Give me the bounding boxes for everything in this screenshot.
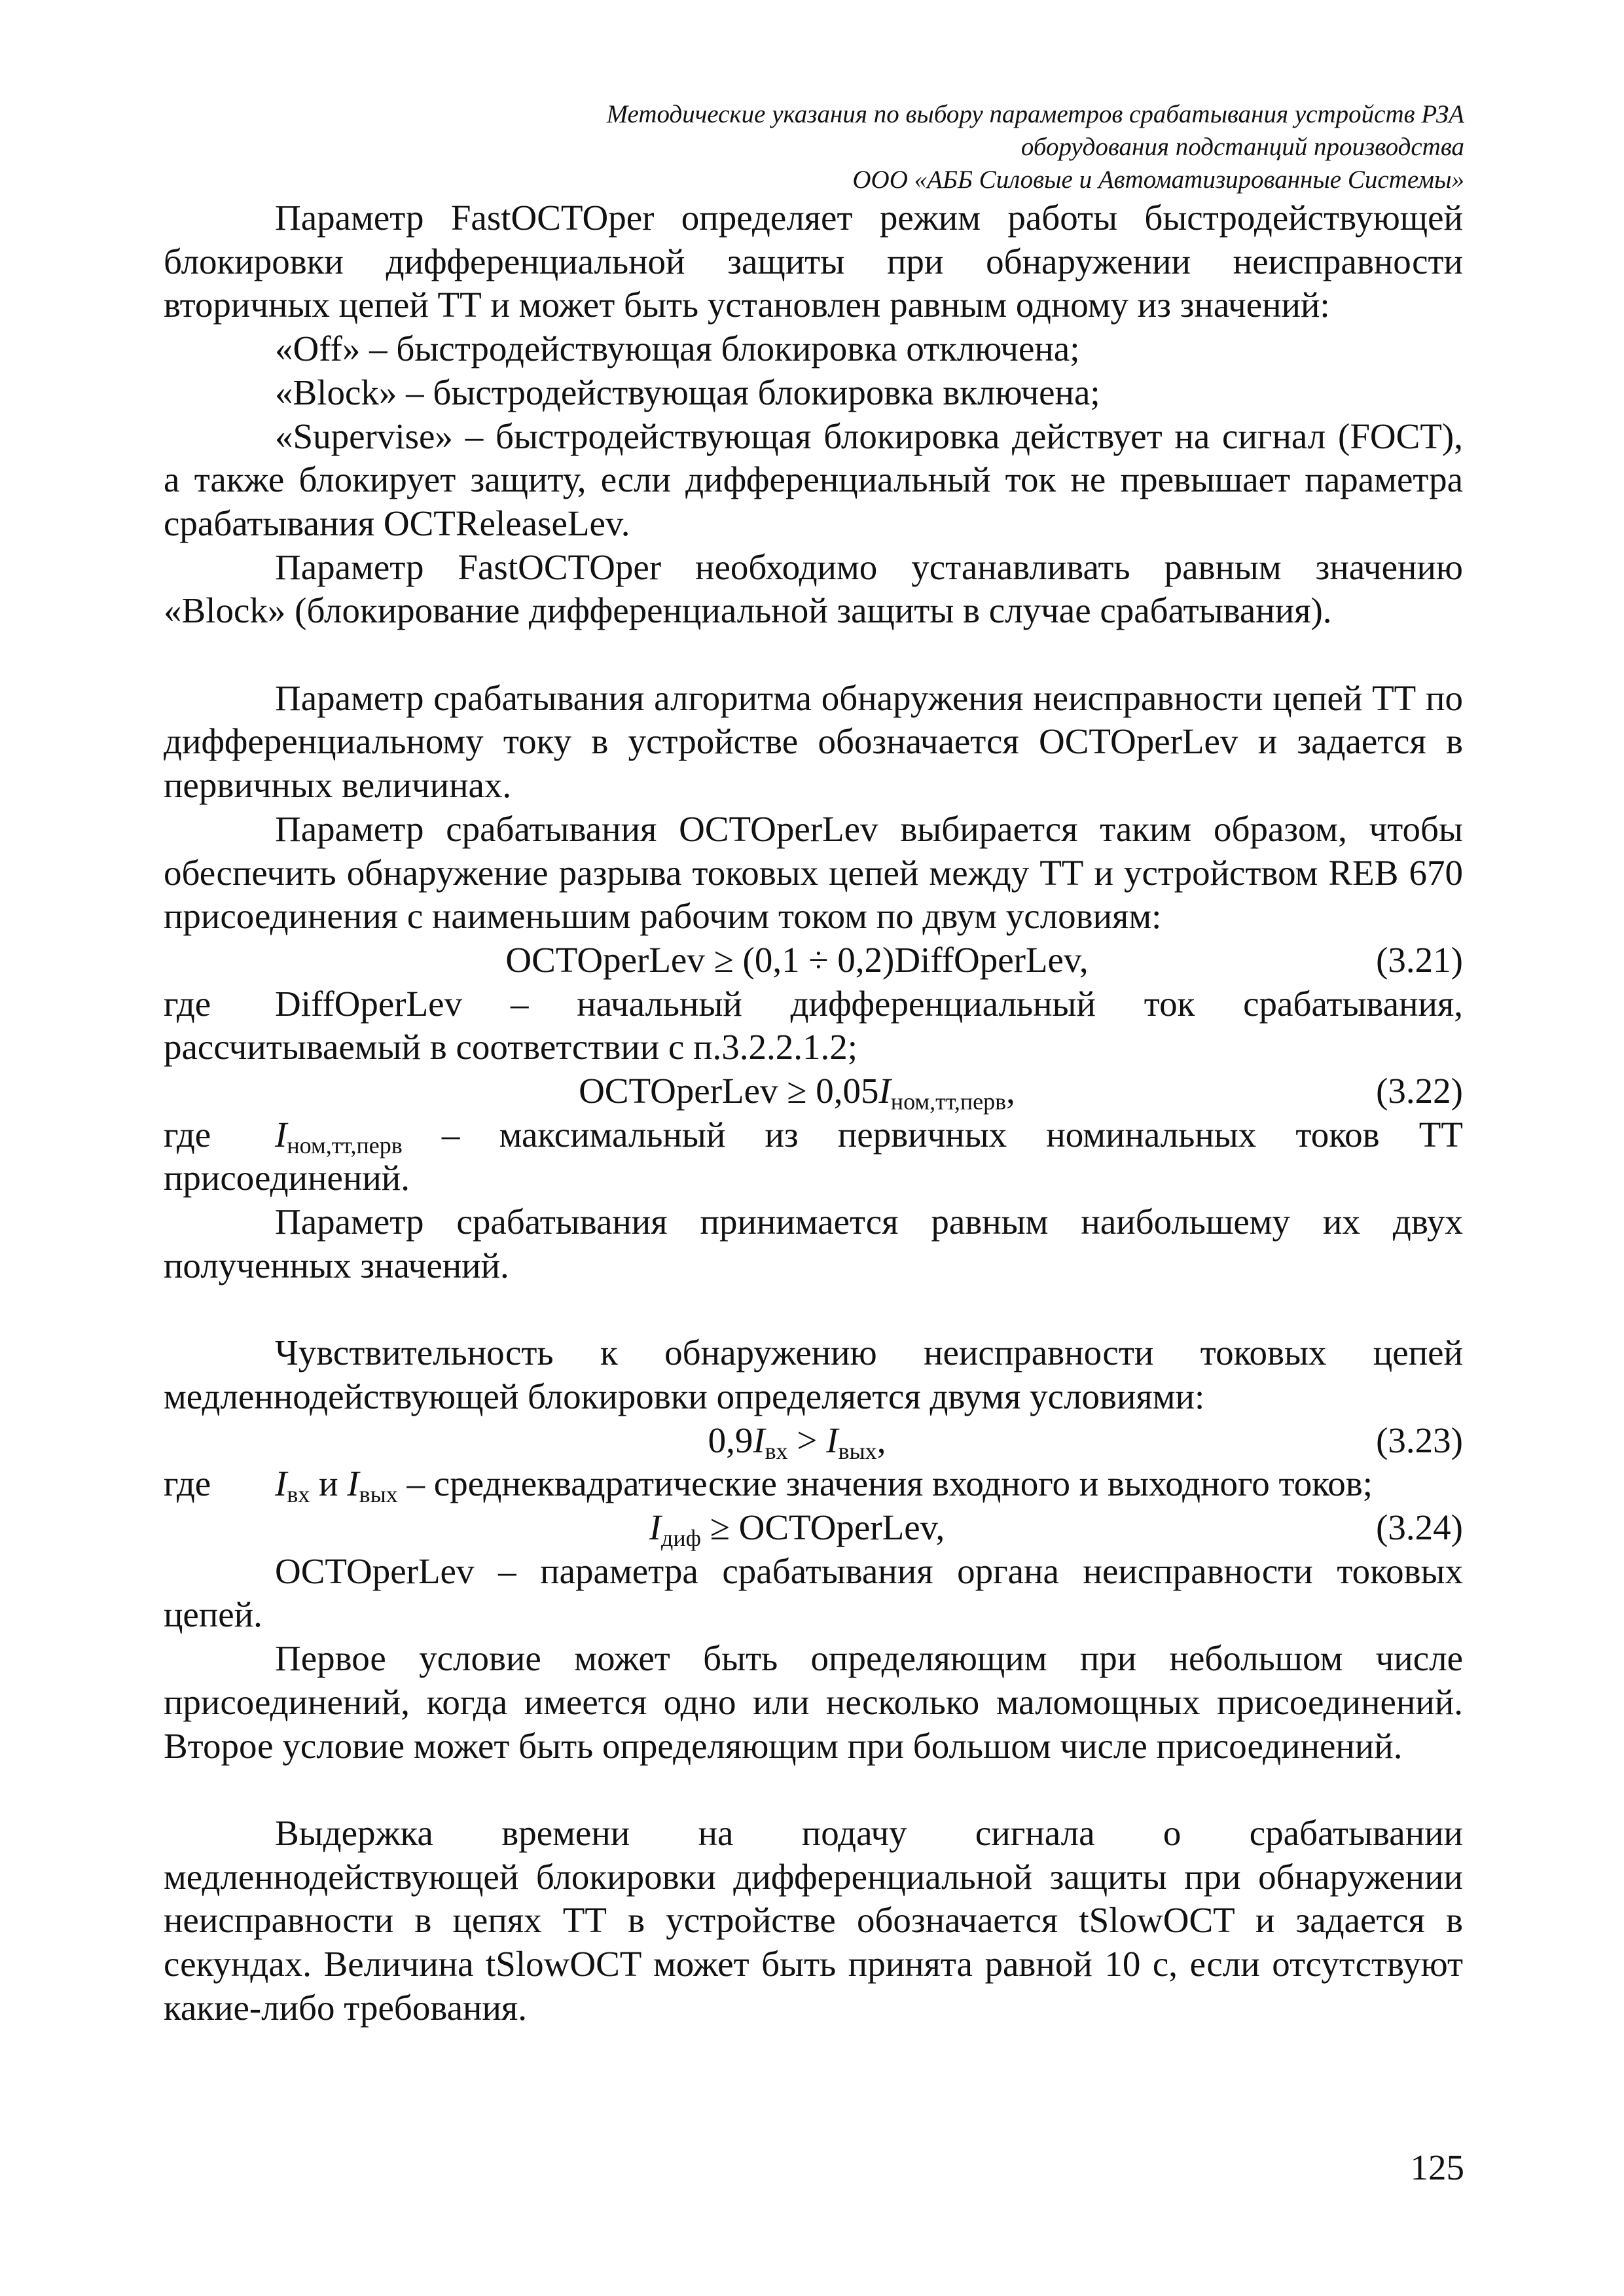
eq-subscript: вх	[765, 1437, 788, 1464]
where-1-continuation: рассчитываемый в соответствии с п.3.2.2.1.2;	[164, 1027, 858, 1067]
document-body	[164, 196, 1463, 2030]
eq-text: ,	[876, 1420, 886, 1460]
where-3-definition	[275, 1462, 1463, 1506]
equation-3-24	[164, 1506, 1463, 1550]
paragraph-fastoctoper-recommend: Параметр FastOCTOper необходимо устанавливать равным значению «Block» (блокирование дифференциальной защиты в случае срабатывания).	[164, 547, 1463, 631]
eq-subscript: вых	[838, 1437, 877, 1464]
eq-text: ≥ OCTOperLev,	[700, 1507, 945, 1548]
eq-text: OCTOperLev ≥ 0,05	[579, 1071, 879, 1111]
header-line-3: ООО «АББ Силовые и Автоматизированные Системы»	[852, 166, 1464, 194]
where-2-text: – максимальный из первичных номинальных токов ТТ	[402, 1114, 1463, 1155]
paragraph-tslowoct: Выдержка времени на подачу сигнала о срабатывании медленнодействующей блокировки дифференциальной защиты при обнаружении неисправности в цепях ТТ в устройстве обозначается tSlowOCT и задается в секундах. Величина tSlowOCT может быть принята равной 10 с, если отсутствуют какие-либо требования.	[164, 1812, 1463, 2028]
eq-variable: I	[347, 1463, 359, 1504]
paragraph-octoperlev-selection: Параметр срабатывания OCTOperLev выбирается таким образом, чтобы обеспечить обнаружение разрыва токовых цепей между ТТ и устройством REB 670 присоединения с наименьшим рабочим током по двум условиям:	[164, 808, 1463, 937]
option-supervise: «Supervise» – быстродействующая блокировка действует на сигнал (FOCT), а также блокирует защиту, если дифференциальный ток не превышает параметра срабатывания OCTReleaseLev.	[164, 416, 1463, 543]
eq-text: 0,9	[708, 1420, 753, 1460]
equation-3-22-expr	[164, 1069, 1319, 1113]
where-1-definition: DiffOperLev – начальный дифференциальный ток срабатывания,	[275, 983, 1463, 1024]
eq-subscript: вых	[359, 1481, 398, 1508]
eq-subscript: диф	[661, 1525, 701, 1552]
paragraph-conditions: Первое условие может быть определяющим при небольшом числе присоединений, когда имеется одно или несколько маломощных присоединений. Второе условие может быть определяющим при большом числе присоединений.	[164, 1638, 1463, 1766]
equation-3-23	[164, 1419, 1463, 1463]
where-clause-3	[164, 1462, 1463, 1506]
where-label: где	[164, 1463, 211, 1504]
running-header	[352, 98, 1464, 196]
spacer	[164, 633, 1463, 677]
eq-text: ,	[1006, 1071, 1015, 1111]
equation-3-22-number: (3.22)	[1376, 1071, 1463, 1111]
where-3-and: и	[310, 1463, 348, 1504]
equation-3-24-expr	[164, 1506, 1319, 1550]
eq-variable: I	[753, 1420, 765, 1460]
paragraph-sensitivity: Чувствительность к обнаружению неисправности токовых цепей медленнодействующей блокировки определяется двумя условиями:	[164, 1333, 1463, 1416]
paragraph-octoperlev-def: OCTOperLev – параметра срабатывания органа неисправности токовых цепей.	[164, 1551, 1463, 1635]
eq-subscript: вх	[287, 1481, 310, 1508]
eq-subscript: ном,тт,перв	[287, 1132, 403, 1158]
header-line-1: Методические указания по выбору параметров срабатывания устройств РЗА	[606, 100, 1464, 128]
page-number: 125	[1410, 2147, 1464, 2187]
equation-3-22	[164, 1069, 1463, 1113]
where-clause-2	[164, 1113, 1463, 1157]
eq-variable: I	[826, 1420, 839, 1460]
where-label: где	[164, 983, 211, 1024]
where-label: где	[164, 1114, 211, 1155]
equation-3-24-number: (3.24)	[1376, 1507, 1463, 1548]
eq-variable: I	[275, 1463, 287, 1504]
paragraph-octoperlev-intro: Параметр срабатывания алгоритма обнаружения неисправности цепей ТТ по дифференциальному току в устройстве обозначается OCTOperLev и задается в первичных величинах.	[164, 677, 1463, 806]
eq-variable: I	[649, 1507, 662, 1548]
where-3-text: – среднеквадратические значения входного и выходного токов;	[397, 1463, 1373, 1504]
spacer	[164, 1288, 1463, 1332]
equation-3-23-number: (3.23)	[1376, 1420, 1463, 1460]
eq-variable: I	[275, 1114, 287, 1155]
eq-subscript: ном,тт,перв	[890, 1088, 1007, 1115]
eq-variable: I	[878, 1071, 891, 1111]
where-2-continuation: присоединений.	[164, 1158, 410, 1198]
option-block: «Block» – быстродействующая блокировка включена;	[275, 372, 1100, 412]
paragraph-max-value: Параметр срабатывания принимается равным наибольшему их двух полученных значений.	[164, 1202, 1463, 1285]
eq-text: >	[787, 1420, 827, 1460]
where-2-definition	[275, 1113, 1463, 1157]
option-off: «Off» – быстродействующая блокировка отключена;	[275, 329, 1080, 369]
header-line-2: оборудования подстанций производства	[1020, 133, 1464, 161]
equation-3-21	[164, 939, 1463, 982]
equation-3-21-number: (3.21)	[1376, 939, 1463, 980]
paragraph-fastoctoper: Параметр FastOCTOper определяет режим работы быстродействующей блокировки дифференциальной защиты при обнаружении неисправности вторичных цепей ТТ и может быть установлен равным одному из значений:	[164, 198, 1463, 325]
spacer	[164, 1768, 1463, 1812]
equation-3-21-expr: OCTOperLev ≥ (0,1 ÷ 0,2)DiffOperLev,	[505, 939, 1089, 980]
where-clause-1	[164, 982, 1463, 1026]
equation-3-23-expr	[164, 1419, 1319, 1463]
